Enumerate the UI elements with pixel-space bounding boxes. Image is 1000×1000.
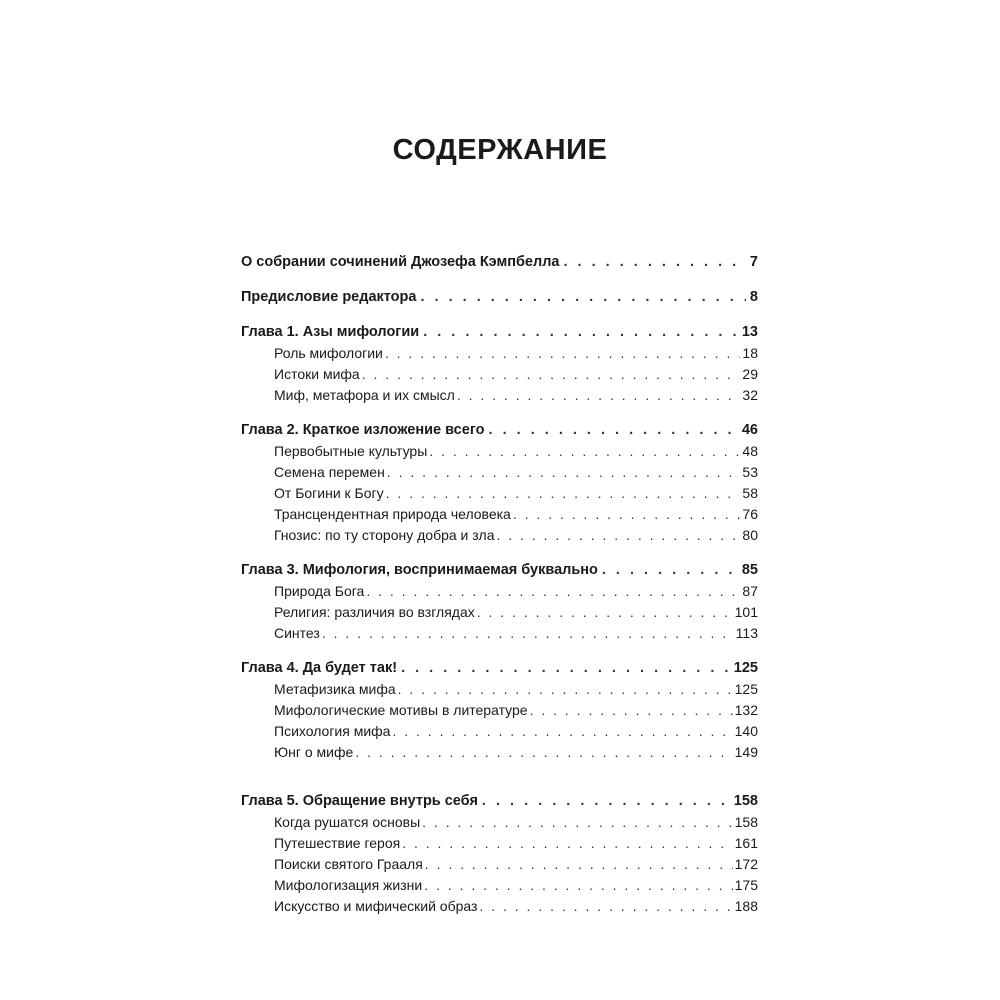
toc-section (241, 812, 758, 833)
toc-chapter-title: Глава 2. Краткое изложение всего (241, 422, 485, 438)
toc-chapter (241, 420, 758, 441)
toc-section (241, 462, 758, 483)
toc-section-title: Гнозис: по ту сторону добра и зла (274, 527, 495, 543)
toc-section-title: Когда рушатся основы (274, 814, 421, 830)
toc-section-page: 188 (734, 898, 758, 914)
toc-section-page: 87 (742, 583, 758, 599)
toc-section-title: Религия: различия во взглядах (274, 604, 475, 620)
toc-section (241, 483, 758, 504)
toc-section-title: Юнг о мифе (274, 744, 354, 760)
toc-chapter-page: 85 (741, 562, 758, 578)
dot-leader (387, 462, 741, 483)
dot-leader (513, 504, 741, 525)
toc-section-page: 140 (734, 723, 758, 739)
dot-leader (392, 721, 732, 742)
table-of-contents (241, 252, 758, 917)
toc-section-page: 53 (742, 464, 758, 480)
toc-chapter-page: 13 (741, 324, 758, 340)
toc-section (241, 602, 758, 623)
toc-section (241, 854, 758, 875)
dot-leader (322, 623, 734, 644)
toc-section-page: 80 (742, 527, 758, 543)
toc-chapter-title: Глава 4. Да будет так! (241, 660, 398, 676)
dot-leader (420, 287, 745, 308)
toc-section-page: 58 (742, 485, 758, 501)
toc-chapter-page: 125 (733, 660, 758, 676)
dot-leader (424, 875, 732, 896)
toc-section-title: Семена перемен (274, 464, 385, 480)
toc-entry (241, 287, 758, 308)
toc-section (241, 833, 758, 854)
dot-leader (355, 742, 732, 763)
toc-section (241, 581, 758, 602)
toc-section-title: Мифологизация жизни (274, 877, 423, 893)
dot-leader (385, 343, 741, 364)
dot-leader (457, 385, 741, 406)
toc-chapter-title: Глава 3. Мифология, воспринимаемая буквально (241, 562, 598, 578)
dot-leader (530, 700, 733, 721)
toc-section-title: Роль мифологии (274, 345, 383, 361)
toc-section (241, 875, 758, 896)
dot-leader (602, 560, 738, 581)
dot-leader (402, 833, 732, 854)
toc-section-title: Метафизика мифа (274, 681, 396, 697)
dot-leader (362, 364, 741, 385)
dot-leader (482, 791, 730, 812)
toc-section-page: 113 (735, 625, 758, 641)
dot-leader (477, 602, 733, 623)
page-title: СОДЕРЖАНИЕ (392, 134, 608, 166)
toc-section (241, 343, 758, 364)
toc-section-title: Путешествие героя (274, 835, 401, 851)
toc-chapter-title: Глава 1. Азы мифологии (241, 324, 420, 340)
toc-section-page: 76 (742, 506, 758, 522)
dot-leader (425, 854, 733, 875)
toc-section-title: Первобытные культуры (274, 443, 428, 459)
toc-section-page: 125 (734, 681, 758, 697)
toc-section-title: Психология мифа (274, 723, 391, 739)
toc-section-title: Мифологические мотивы в литературе (274, 702, 528, 718)
toc-entry-page: 7 (749, 254, 758, 270)
toc-section-title: Поиски святого Грааля (274, 856, 423, 872)
dot-leader (401, 658, 730, 679)
toc-section-title: Синтез (274, 625, 320, 641)
toc-entry-title: О собрании сочинений Джозефа Кэмпбелла (241, 254, 560, 270)
toc-chapter-title: Глава 5. Обращение внутрь себя (241, 793, 478, 809)
toc-chapter (241, 322, 758, 343)
toc-section (241, 700, 758, 721)
toc-section-page: 172 (734, 856, 758, 872)
toc-section (241, 364, 758, 385)
toc-section-page: 29 (742, 366, 758, 382)
toc-section-title: Истоки мифа (274, 366, 360, 382)
toc-section-title: Миф, метафора и их смысл (274, 387, 455, 403)
toc-section-title: Трансцендентная природа человека (274, 506, 511, 522)
toc-section-page: 175 (734, 877, 758, 893)
dot-leader (398, 679, 733, 700)
toc-section (241, 525, 758, 546)
toc-section (241, 721, 758, 742)
dot-leader (563, 252, 745, 273)
toc-section (241, 441, 758, 462)
toc-section (241, 742, 758, 763)
toc-section-title: Искусство и мифический образ (274, 898, 478, 914)
toc-chapter (241, 560, 758, 581)
toc-chapter-page: 46 (741, 422, 758, 438)
toc-chapter (241, 658, 758, 679)
dot-leader (366, 581, 740, 602)
toc-section (241, 623, 758, 644)
toc-entry (241, 252, 758, 273)
toc-section-title: От Богини к Богу (274, 485, 384, 501)
dot-leader (423, 322, 738, 343)
toc-section (241, 504, 758, 525)
dot-leader (386, 483, 741, 504)
toc-chapter-page: 158 (733, 793, 758, 809)
dot-leader (489, 420, 738, 441)
toc-section-page: 32 (742, 387, 758, 403)
dot-leader (479, 896, 732, 917)
toc-entry-title: Предисловие редактора (241, 289, 417, 305)
toc-section-title: Природа Бога (274, 583, 365, 599)
toc-section-page: 101 (734, 604, 758, 620)
toc-section-page: 132 (734, 702, 758, 718)
toc-section-page: 18 (742, 345, 758, 361)
toc-section (241, 679, 758, 700)
toc-entry-page: 8 (749, 289, 758, 305)
toc-section-page: 149 (734, 744, 758, 760)
toc-section-page: 161 (734, 835, 758, 851)
toc-section (241, 896, 758, 917)
dot-leader (429, 441, 740, 462)
toc-section-page: 158 (734, 814, 758, 830)
dot-leader (497, 525, 741, 546)
toc-chapter (241, 791, 758, 812)
toc-section (241, 385, 758, 406)
dot-leader (422, 812, 733, 833)
toc-section-page: 48 (742, 443, 758, 459)
